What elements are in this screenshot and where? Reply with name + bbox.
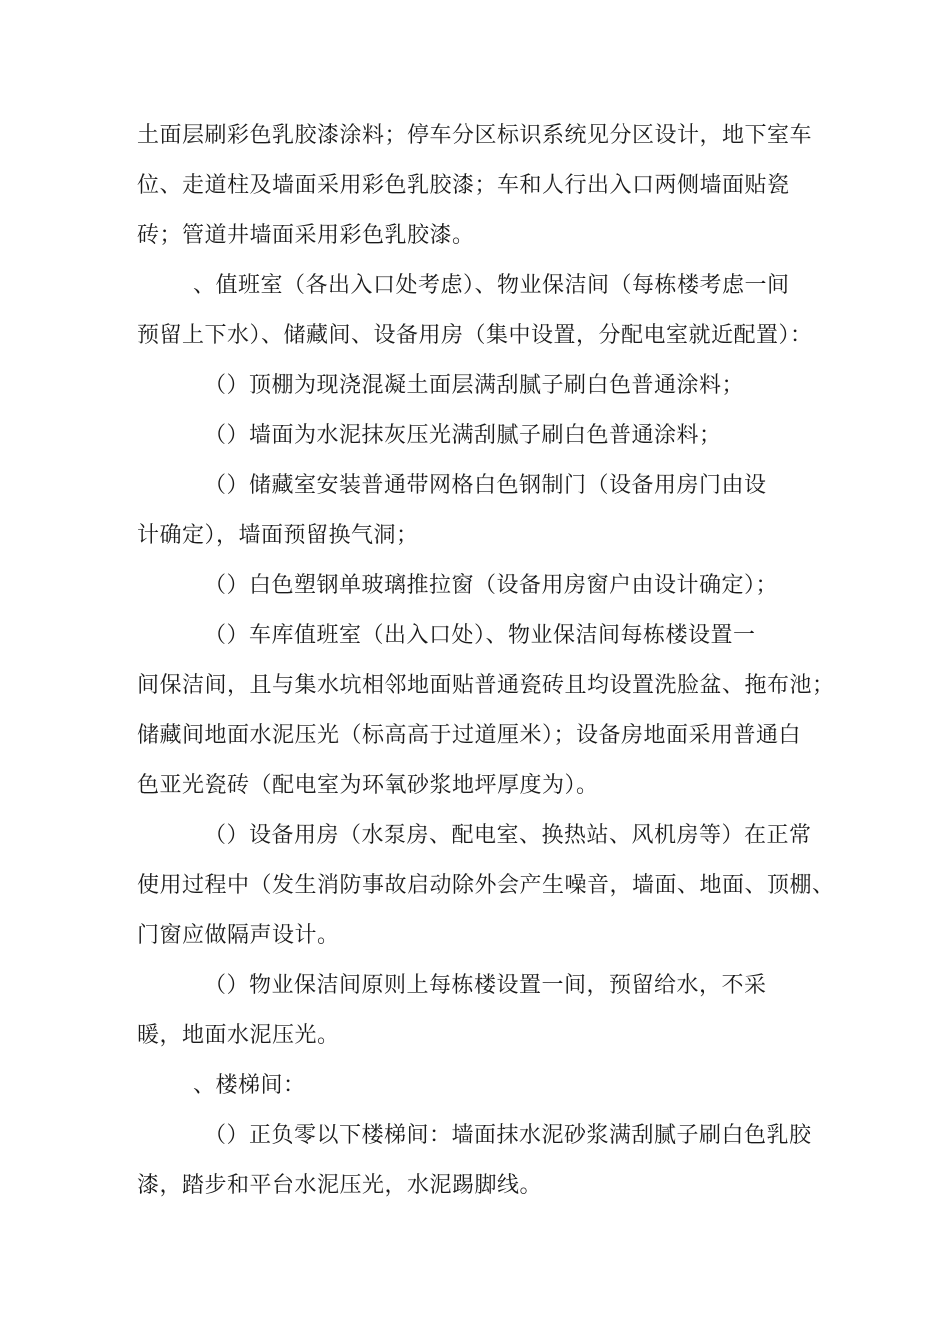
paragraph-line: 砖；管道井墙面采用彩色乳胶漆。 [137, 223, 475, 248]
paragraph-line: 色亚光瓷砖（配电室为环氧砂浆地坪厚度为）。 [137, 773, 599, 798]
paragraph-line: 土面层刷彩色乳胶漆涂料；停车分区标识系统见分区设计，地下室车 [137, 123, 813, 148]
paragraph-line: 间保洁间，且与集水坑相邻地面贴普通瓷砖且均设置洗脸盆、拖布池； [137, 673, 835, 698]
paragraph-line: 位、走道柱及墙面采用彩色乳胶漆；车和人行出入口两侧墙面贴瓷 [137, 173, 790, 198]
paragraph-line: 储藏间地面水泥压光（标高高于过道厘米）；设备房地面采用普通白 [137, 723, 802, 748]
list-item-line: （）物业保洁间原则上每栋楼设置一间，预留给水，不采 [204, 973, 767, 998]
list-item-line: （）顶棚为现浇混凝土面层满刮腻子刷白色普通涂料； [204, 373, 745, 398]
list-item-line: （）墙面为水泥抹灰压光满刮腻子刷白色普通涂料； [204, 423, 722, 448]
list-item-line: （）设备用房（水泵房、配电室、换热站、风机房等）在正常 [204, 823, 812, 848]
list-item-line: （）白色塑钢单玻璃推拉窗（设备用房窗户由设计确定）； [204, 573, 779, 598]
list-item-line: （）储藏室安装普通带网格白色钢制门（设备用房门由设 [204, 473, 767, 498]
list-item-line: （）车库值班室（出入口处）、物业保洁间每栋楼设置一 [204, 623, 756, 648]
paragraph-line: 使用过程中（发生消防事故启动除外会产生噪音，墙面、地面、顶棚、 [137, 873, 835, 898]
paragraph-line: 计确定），墙面预留换气洞； [137, 523, 419, 548]
section-heading-line: 、楼梯间： [193, 1073, 306, 1098]
paragraph-line: 预留上下水）、储藏间、设备用房（集中设置，分配电室就近配置）： [137, 323, 813, 348]
paragraph-line: 漆，踏步和平台水泥压光，水泥踢脚线。 [137, 1173, 543, 1198]
section-heading-line: 、值班室（各出入口处考虑）、物业保洁间（每栋楼考虑一间 [193, 273, 790, 298]
paragraph-line: 门窗应做隔声设计。 [137, 923, 340, 948]
paragraph-line: 暖，地面水泥压光。 [137, 1023, 340, 1048]
list-item-line: （）正负零以下楼梯间：墙面抹水泥砂浆满刮腻子刷白色乳胶 [204, 1123, 812, 1148]
